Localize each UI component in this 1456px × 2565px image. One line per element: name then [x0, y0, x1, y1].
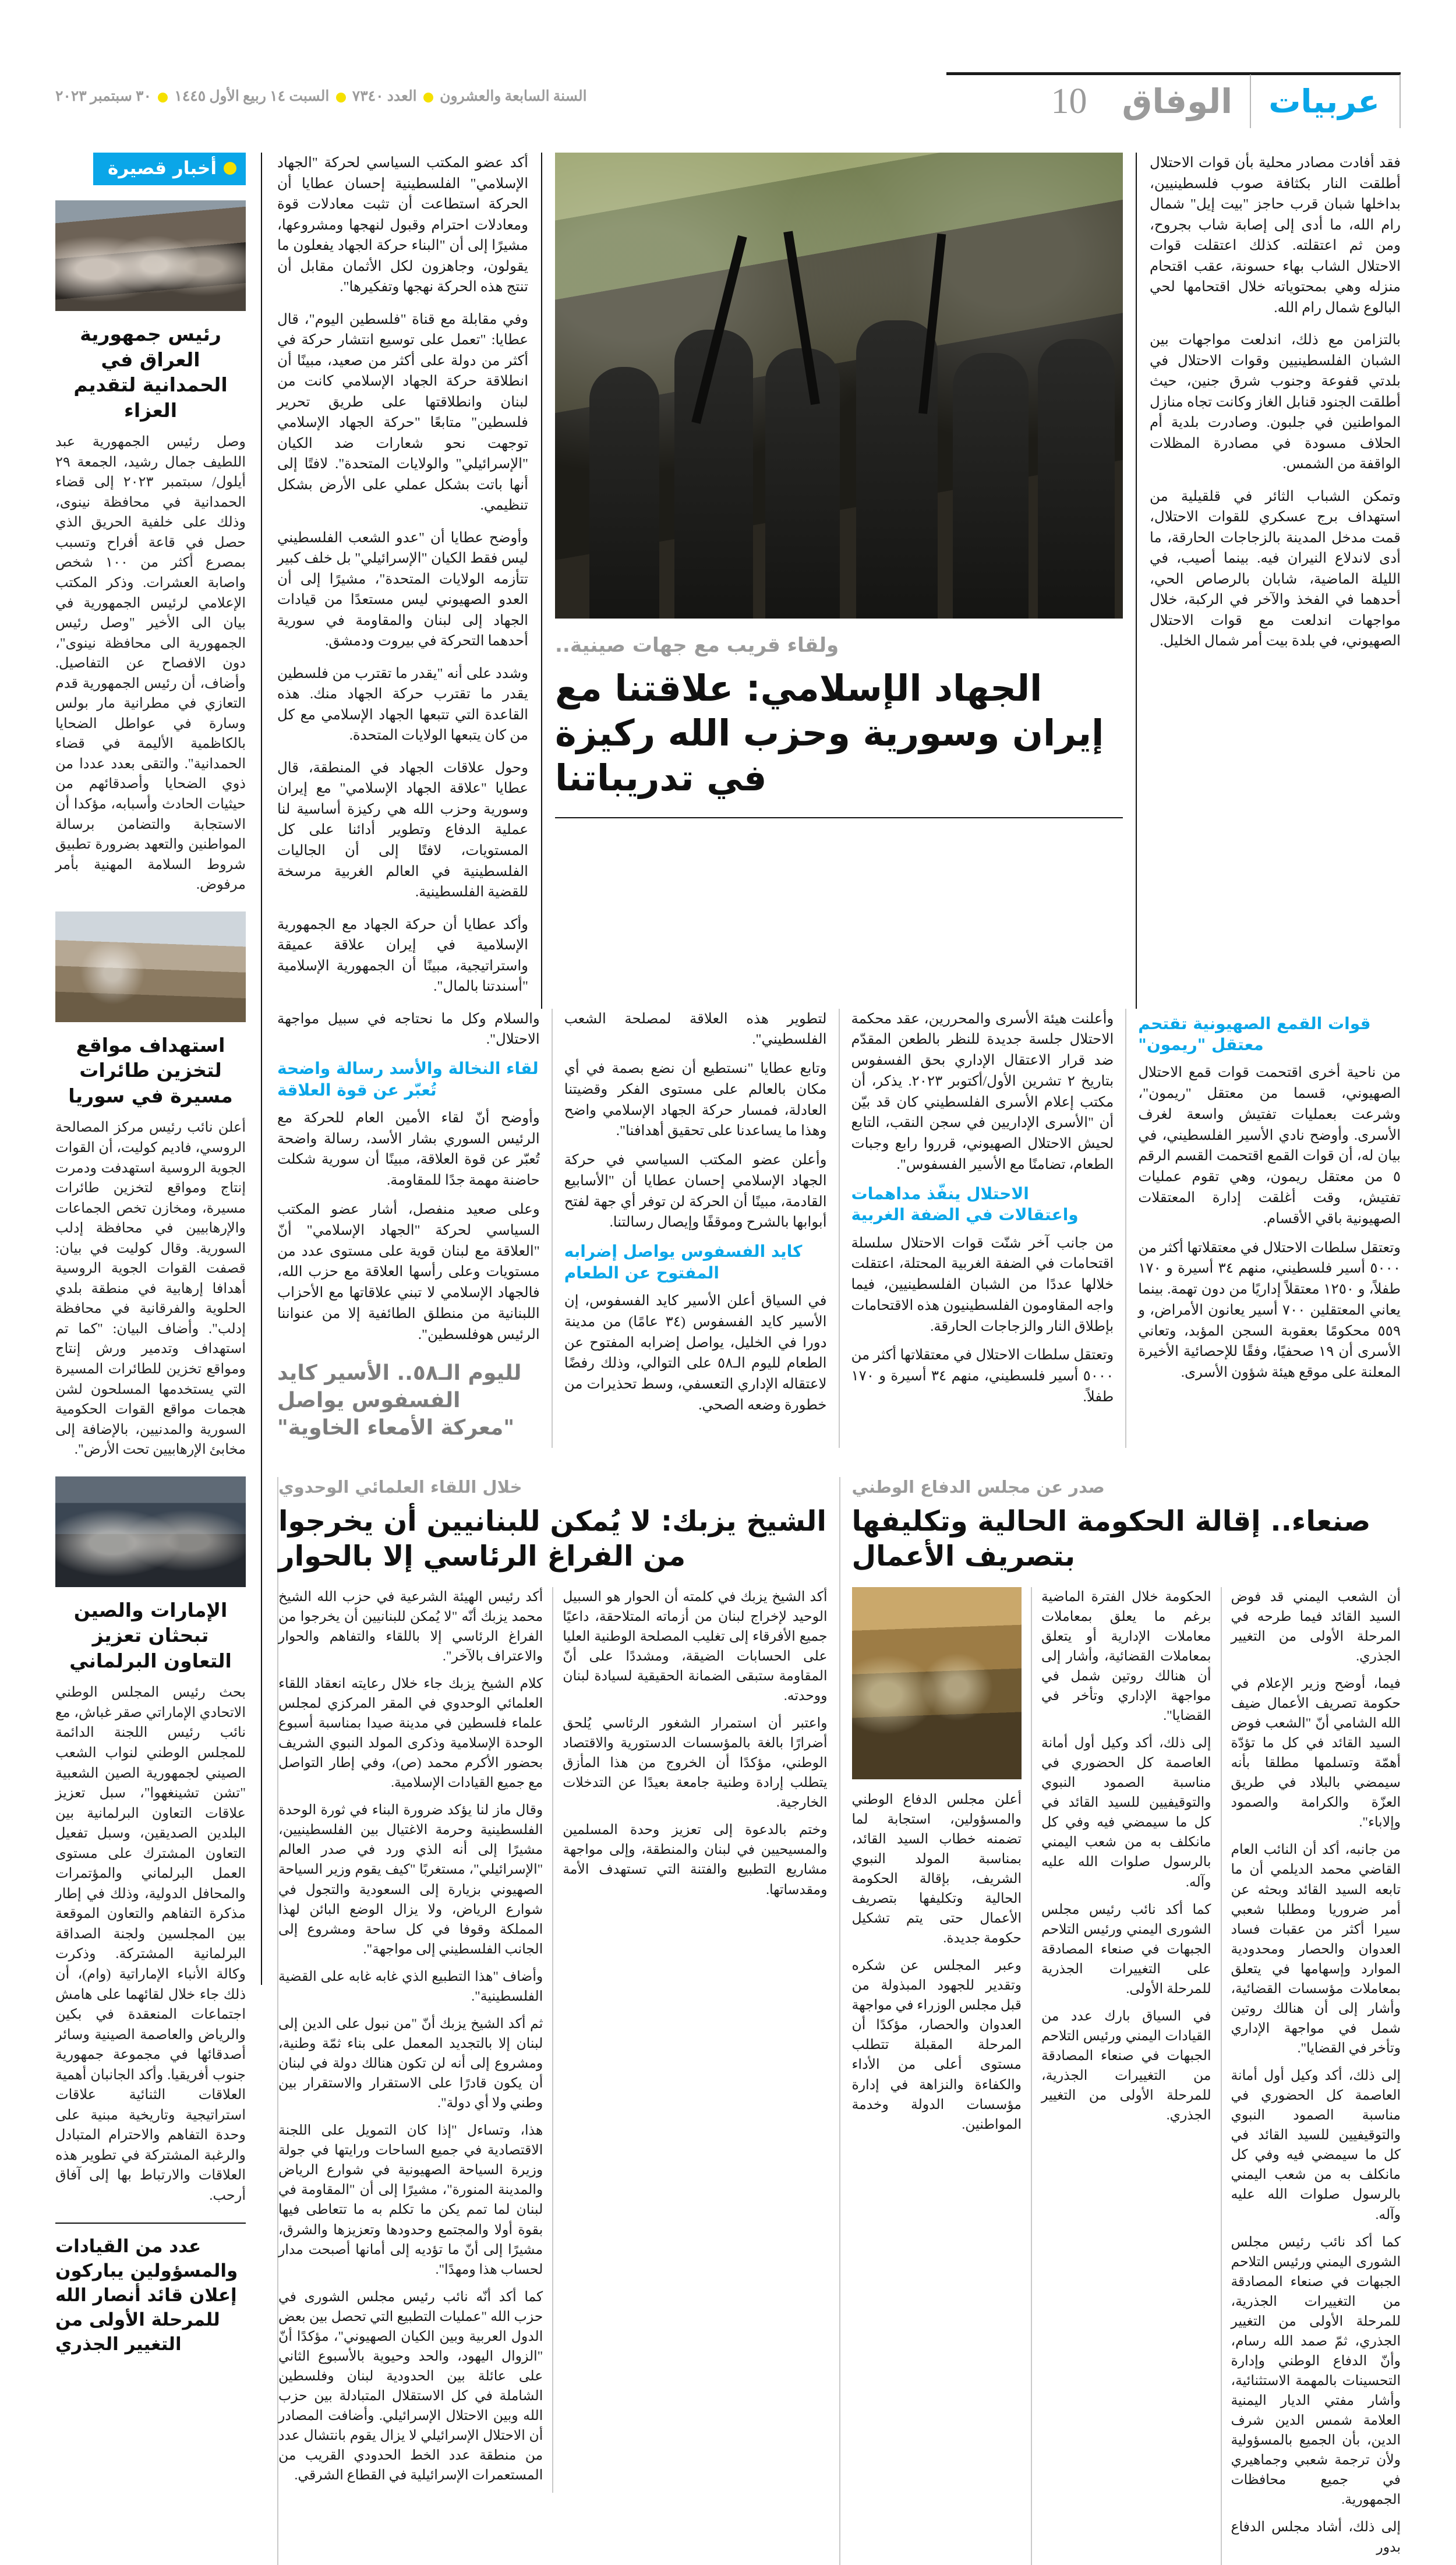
sanaa-para: إلى ذلك، أشاد مجلس الدفاع بدور — [1231, 2520, 1401, 2555]
sanaa-para: كما أكد نائب رئيس مجلس الشورى اليمني ورئيس التلاحم الجبهات في صنعاء المصادقة من التغييرات الجذرية، للمرحلة الأولى من التغيير الجذري، ثمّ صمد الله رسام، وأنّ الدفاع الوطني وإدارة التحسينات بالمهمة الاستثنائية، وأشار مفتي الديار اليمنية العلامة شمس الدين شرف الدين، بأن الجميع بالمسؤولية ولأن ترجمة شعبي وجماهيري في جميع محافظات الجمهورية. — [1231, 2234, 1401, 2508]
sidebar-side-note: عدد من القيادات والمسؤولين يباركون إعلان قائد أنصار الله للمرحلة الأولى من التغيير الجذري — [55, 2235, 238, 2355]
bullet-dot-icon — [224, 162, 236, 175]
newspaper-logo[interactable]: الوفاق — [1105, 75, 1252, 128]
separator-dot-icon — [158, 93, 168, 103]
sidebar-title-uae-china[interactable]: الإمارات والصين تبحثان تعزيز التعاون البرلماني — [69, 1598, 232, 1672]
lead-story-left-column — [277, 153, 542, 1009]
masthead — [0, 0, 1456, 146]
sanaa-kicker: صدر عن مجلس الدفاع الوطني — [851, 1476, 1105, 1497]
section-name[interactable]: عربيات — [1251, 75, 1401, 128]
yazbek-columns — [278, 1587, 828, 2493]
sidebar-photo-iraq-president — [55, 200, 246, 311]
yazbek-para: أكد رئيس الهيئة الشرعية في حزب الله الشيخ محمد يزبك أنّه "لا يُمكن للبنانيين أن يخرجوا من الفراغ الرئاسي إلا باللقاء والتفاهم والحوار والاعتراف بالآخر". — [278, 1589, 543, 1664]
sanaa-para: فيما، أوضح وزير الإعلام في حكومة تصريف الأعمال ضيف الله الشامي أنّ "الشعب فوض السيد القائد في كل ما تؤدّة أهمّة وتسلمها مطلقا بأنه سيمضي بالبلاد في طريق العزّة والكرامة والصمود وإلاباء". — [1231, 1676, 1401, 1831]
lead-story-kicker: ولقاء قريب مع جهات صينية.. — [555, 634, 839, 657]
column-b-para: من جانب آخر شنّت قوات الاحتلال سلسلة اقتحامات في الضفة الغربية المحتلة، اعتقلت خلالها عددًا من الشبان الفلسطينيين، فيما واجه المقاومون الفلسطينيون هذه الاقتحامات بإطلاق النار والزجاجات الحارقة. — [851, 1235, 1114, 1334]
issue-gregorian-date: ٣٠ سبتمبر ٢٠٢٣ — [55, 89, 151, 104]
sidebar-item-uae-china[interactable] — [55, 1476, 246, 2206]
column-a-para: وتعتقل سلطات الاحتلال في معتقلاتها أكثر من ٥٠٠٠ أسير فلسطيني، منهم ٣٤ أسيرة و ١٧٠ طفلاً، و ١٢٥٠ معتقلاً إداريًا من دون تهمة. بينما يعاني المعتقلين ٧٠٠ أسير يعانون الأمراض، و ٥٥٩ محكومًا بعقوبة السجن المؤبد، وتعاني الأسرى أن ١٩ صحفيًا، وفقًا للإحصائية الأخيرة المعلنة على موقع هيئة شؤون الأسرى. — [1138, 1239, 1401, 1381]
sanaa-headline[interactable]: صنعاء.. إقالة الحكومة الحالية وتكليفها بتصريف الأعمال — [851, 1504, 1371, 1573]
sidebar-photo-uae-china — [55, 1476, 246, 1587]
continuation-column-d — [277, 1009, 552, 1448]
sidebar-body-uae-china: بحث رئيس المجلس الوطني الاتحادي الإماراتي صقر غباش، مع نائب رئيس اللجنة الدائمة للمجلس الوطني لنواب الشعب الصيني لجمهورية الصين الشعبية "تشن تشينغهوا"، سبل تعزيز علاقات التعاون البرلمانية بين البلدين الصديقين، وسبل تفعيل التعاون المشترك على مستوى العمل البرلماني والمؤتمرات والمحافل الدولية، وذلك في إطار مذكرة التفاهم والتعاون الموقعة بين المجلسين ولجنة الصداقة البرلمانية المشتركة. وذكرت وكالة الأنباء الإماراتية (وام)، أن ذلك جاء خلال لقائهما على هامش اجتماعات المنعقدة في بكين والرياض والعاصمة الصينية وسائر أصدقائها في مجموعة جمهورية جنوب أفريقيا. وأكد الجانبان أهمية العلاقات الثنائية علاقات استراتيجية وتاريخية مبنية على وحدة التفاهم والاحترام المتبادل والرغبة المشتركة في تطوير هذه العلاقات والارتباط بها إلى آفاق أرحب. — [55, 1685, 246, 2204]
page-number: 10 — [1051, 82, 1087, 121]
yazbek-col-1 — [552, 1587, 827, 2493]
yazbek-headline[interactable]: الشيخ يزبك: لا يُمكن للبنانيين أن يخرجوا من الفراغ الرئاسي إلا بالحوار — [278, 1504, 826, 1573]
main-column — [262, 153, 1401, 2555]
lead-story-rule — [555, 817, 1123, 818]
sanaa-para: من جانبه، أكد أن النائب العام القاضي محمد الديلمي أن ما تابعه السيد القائد وبحثه عن أمر ضروريا ومطلبا شعبي سيرا أكثر من عقبات فساد العدوان والحصار ومحدودية الموارد وإسهامها في يتعلق بمعاملات مؤسسات القضائية، وأشار إلى أن هنالك روتين شمل في مواجهة الإداري وتأخر في القضايا". — [1231, 1842, 1401, 2057]
issue-date-line — [55, 87, 587, 105]
sanaa-para: كما أكد نائب رئيس مجلس الشورى اليمني ورئيس التلاحم الجبهات في صنعاء المصادقة على التغييرات الجذرية للمرحلة الأولى. — [1041, 1902, 1211, 1997]
bottom-section — [277, 1477, 1401, 2565]
yazbek-kicker: خلال اللقاء العلمائي الوحدوي — [278, 1476, 522, 1497]
lead-story — [277, 153, 1401, 1009]
sanaa-col-1 — [1221, 1587, 1401, 2565]
lead-left-para: وشدد على أنه "يقدر ما تقترب من فلسطين يقدر ما تقترب حركة الجهاد منك. هذه القاعدة التي تتبعها الجهاد الإسلامي مع كل من كان يتبعها الولايات المتحدة. — [277, 665, 528, 744]
yazbek-col-2 — [278, 1587, 552, 2493]
column-a-para: من ناحية أخرى اقتحمت قوات قمع الاحتلال الصهيوني، قسما من معتقل "ريمون"، وشرعت بعمليات تفتيش واسعة لغرف الأسرى. وأوضح نادي الأسير الفلسطيني، في بيان له، أن قوات القمع اقتحمت القسم الرقم ٥ من معتقل ريمون، وهي تقوم عمليات تفتيش، وقت أغلقت إدارة المعتقلات الصهيونية باقي الأقسام. — [1138, 1065, 1401, 1227]
lead-left-para: وأكد عطايا أن حركة الجهاد مع الجمهورية الإسلامية في إيران علاقة عميقة واستراتيجية، مبينًا أن الجمهورية الإسلامية "أسندتنا بالمال". — [277, 916, 528, 995]
continuation-column-c — [552, 1009, 839, 1448]
yazbek-para: هذا، وتساءل "إذا كان التمويل على اللجنة الاقتصادية في جميع الساحات ورايتها في جولة وزيرة السياحة الصهيونية في شوارع الرياض والمدينة المنورة"، مشيرًا إلى أن "المقاومة في لبنان لما تمم يكن ما تكلم به ما تتعاطى فيها بقوة أولا والمجتمع وحدودها وتعزيزها والشرق، مشيرًا إلى أنّ ما تؤديه إلى أمانها أصبحت مدار لحساب هذا ومهدًا". — [278, 2123, 543, 2277]
lead-right-para: بالتزامن مع ذلك، اندلعت مواجهات بين الشبان الفلسطينيين وقوات الاحتلال في بلدتي قفوعة وجنوب شرق جنين، حيث أطلقت الجنود قنابل الغاز وكانت تجاه منازل المواطنين في جلبون. وصادرت بلدية أم الحلاف مسودة في مصادرة المظلات الواقفة من الشمس. — [1150, 332, 1401, 472]
yazbek-para: وقال ماز لنا يؤكد ضرورة البناء في ثورة الوحدة الفلسطينية وحرمة الاغتيال بين الفلسطينيين، مشيرًا إلى أنه الذي ورد في صدر العالم "الإسرائيلي"، مستغربًا "كيف يقوم وزير السياحة الصهيوني بزيارة إلى السعودية والتجول في شوارع الرياض، ولا يزال الوضع البائن لهذا المملكة وقوفا في كل ساحة ومشروع إلى الجانب الفلسطيني إلى مواجهة". — [278, 1803, 543, 1957]
sidebar-body-drone-strike: أعلن نائب رئيس مركز المصالحة الروسي، فاديم كوليت، أن القوات الجوية الروسية استهدفت ودمرت إنتاج ومواقع لتخزين طائرات مسيرة، ومخازن تخص الجماعات والإرهابيين في محافظة إدلب السورية. وقال كوليت في بيان: قصفت القوات الجوية الروسية أهدافا إرهابية في منطقة بلدي الحلوية والفرقانية في محافظة إدلب". وأضاف البيان: "كما تم استهداف وتدمير ورش إنتاج ومواقع تخزين للطائرات المسيرة التي يستخدمها المسلحون لشن هجمات مواقع القوات الحكومية السورية والمدنيين، بالإضافة إلى مخابئ الإرهابيين تحت الأرض". — [55, 1120, 246, 1458]
column-d-para: والسلام وكل ما نحتاجه في سبيل مواجهة الاحتلال". — [277, 1011, 540, 1048]
sidebar-item-iraq-president[interactable] — [55, 200, 246, 895]
page-content — [55, 153, 1401, 2555]
sanaa-para: إلى ذلك، أكد وكيل أول أمانة العاصمة كل الحضوري في مناسبة الصمود النبوي والتوقيفيين للسيد القائد في كل ما سيمضي فيه وفي كل مانكلف به من شعب اليمني بالرسول صلوات الله عليه وآله. — [1041, 1736, 1211, 1890]
sanaa-columns — [852, 1587, 1401, 2565]
issue-number: العدد ٧٣٤٠ — [352, 89, 417, 104]
lead-story-main — [542, 153, 1136, 1009]
lead-story-headline[interactable]: الجهاد الإسلامي: علاقتنا مع إيران وسورية وحزب الله ركيزة في تدريباتنا — [555, 667, 1104, 799]
sidebar-title-iraq-president[interactable]: رئيس جمهورية العراق في الحمدانية لتقديم العزاء — [73, 323, 228, 422]
continuation-column-b — [839, 1009, 1126, 1448]
column-c-para: وأعلن عضو المكتب السياسي في حركة الجهاد الإسلامي إحسان عطايا أن "الأسابيع القادمة، مبينًا أن الحركة لن توفر أي جهة لفتح أبوابها بالشرح وموقفًا وإيصال رسالتنا. — [564, 1152, 827, 1231]
short-news-sidebar — [55, 153, 262, 2355]
lead-continuation-columns — [277, 1009, 1401, 1448]
sanaa-para: الحكومة خلال الفترة الماضية برغم ما يعلق بمعاملات معاملات الإدارية أو يتعلق بمعاملات القضائية، وأشار إلى أن هنالك روتين شمل في مواجهة الإداري وتأخر في القضايا". — [1041, 1589, 1211, 1724]
sanaa-col-3 — [852, 1587, 1031, 2565]
sanaa-meeting-photo — [852, 1587, 1022, 1779]
separator-dot-icon — [336, 93, 346, 103]
sidebar-body-iraq-president: وصل رئيس الجمهورية عبد اللطيف جمال رشيد، الجمعة ٢٩ أيلول/ سبتمبر ٢٠٢٣ إلى قضاء الحمدانية في محافظة نينوى، وذلك على خلفية الحريق الذي حصل في قاعة أفراح وتسبب بمصرع أكثر من ١٠٠ شخص واصابة العشرات. وذكر المكتب الإعلامي لرئيس الجمهورية في بيان الى الأخير "وصل رئيس الجمهورية الى محافظة نينوى"، دون الافصاح عن التفاصيل. وأضاف، أن رئيس الجمهورية قدم التعازي في مطرانية مار بولس وسارة في عواطل الضحايا بالكاظمية الأليمة في قضاء الحمدانية". والتقى بعدد عددا من ذوي الضحايا وأصدقائهم من حيثيات الحادث وأسبابه، مؤكدا أن الاستجابة والتضامن برسالة المواطنين والتعهد بضرورة تطبيق شروط السلامة المهنية بأمر مرفوض. — [55, 434, 246, 893]
column-d-para: وعلى صعيد منفصل، أشار عضو المكتب السياسي لحركة "الجهاد الإسلامي" أنّ "العلاقة مع لبنان قوية على مستوى عدد من مستويات وعلى رأسها العلاقة مع حزب الله، فالجهاد الإسلامي لا تبني علاقاتها مع الأحزاب اللبنانية من منطلق الطائفية إلا من عنواننا الرئيس هوفلسطين". — [277, 1201, 540, 1342]
yazbek-para: وأضاف "هذا التطبيع الذي غابه غابه على القضية الفلسطينية". — [278, 1969, 543, 2004]
sanaa-para: إلى ذلك، أكد وكيل أول أمانة العاصمة كل الحضوري في مناسبة الصمود النبوي والتوقيفيين للسيد القائد في كل ما سيمضي فيه وفي كل مانكلف به من شعب اليمني بالرسول صلوات الله عليه وآله. — [1231, 2068, 1401, 2223]
subhead-west-bank-raids: الاحتلال ينفّذ مداهمات واعتقالات في الضفة الغربية — [851, 1183, 1079, 1225]
lead-left-para: وأوضح عطايا أن "عدو الشعب الفلسطيني ليس فقط الكيان "الإسرائيلي" بل خلف كبير تتأزمه الولايات المتحدة"، مشيرًا إلى أن العدو الصهيوني ليس مستعدًا من قيادات الجهاد إلى لبنان والمقاومة في سورية أحدهما التحركة في بيروت ودمشق. — [277, 529, 528, 649]
column-c-para: في السياق أعلن الأسير كايد الفسفوس، إن الأسير كايد الفسفوس (٣٤ عامًا) من مدينة دورا في الخليل، يواصل إضرابه المفتوح عن الطعام لليوم الـ٥٨ على التوالي، وذلك رفضًا لاعتقاله الإداري التعسفي، وسط تحذيرات من خطورة وضعه الصحي. — [564, 1293, 827, 1413]
lead-left-para: أكد عضو المكتب السياسي لحركة "الجهاد الإسلامي" الفلسطينية إحسان عطايا أن الحركة استطاعت أن تثبت معادلات قوة ومعادلات احترام وقبول لنهجها ومشروعها، مشيرًا إلى أن "البناء حركة الجهاد يفعلون ما يقولون، وجاهزون لكل الأثمان مقابل أن تنتج هذه الحركة نهجها وتفكيرها". — [277, 155, 528, 295]
sanaa-para: وعبر المجلس عن شكره وتقدير للجهود المبذولة من قبل مجلس الوزراء في مواجهة العدوان والحصار، مؤكدًا أن المرحلة المقبلة تتطلب مستوى أعلى من الأداء والكفاءة والنزاهة في إدارة مؤسسات الدولة وخدمة المواطنين. — [851, 1958, 1022, 2132]
bottom-story-sanaa — [839, 1477, 1401, 2565]
sidebar-title-drone-strike[interactable]: استهداف مواقع لتخزين طائرات مسيرة في سوريا — [68, 1033, 233, 1107]
pull-quote-hunger-strike: لليوم الـ٥٨.. الأسير كايد الفسفوس يواصل "معركة الأمعاء الخاوية" — [277, 1361, 522, 1440]
yazbek-para: كلام الشيخ يزبك جاء خلال رعايته انعقاد اللقاء العلمائي الوحدوي في المقر المركزي لمجلس علماء فلسطين في مدينة صيدا بمناسبة أسبوع الوحدة الإسلامية وذكرى المولد النبوي الشريف بحضور الأكرم محمد (ص)، وفي إطار التواصل مع جميع القيادات الإسلامية. — [278, 1676, 543, 1791]
lead-right-para: فقد أفادت مصادر محلية بأن قوات الاحتلال أطلقت النار بكثافة صوب فلسطينيين، بداخلها شبان قرب حاجز "بيت إيل" شمال رام الله، ما أدى إلى إصابة شاب بجروح، ومن ثم اعتقلته. كذلك اعتقلت قوات الاحتلال الشاب بهاء حسونة، عقب اقتحام منزله وهي بمحتوياته خلال اقتحامها لحي البالوع شمال رام الله. — [1150, 155, 1401, 316]
issue-hijri-date: السبت ١٤ ربيع الأول ١٤٤٥ — [174, 89, 330, 104]
yazbek-para: ثم أكد الشيخ يزبك أنّ "من نبول على الدين إلى لبنان إلا بالتجديد المعمل على بناء ثمّة وطنية، ومشروع إلى أنه لن تكون هنالك دولة في لبنان أن يكون قادرًا على الاستقرار والاستقرار بين وطني ولا أي دولة". — [278, 2016, 543, 2111]
subhead-raymon-raid: قوات القمع الصهيونية تقتحم معتقل "ريمون" — [1138, 1013, 1371, 1054]
sanaa-para: أن الشعب اليمني قد فوض السيد القائد فيما طرحه في المرحلة الأولى من التغيير الجذري. — [1231, 1589, 1401, 1664]
sidebar-divider — [55, 2223, 246, 2224]
lead-story-right-column — [1136, 153, 1401, 1009]
yazbek-para: واعتبر أن استمرار الشغور الرئاسي يُلحق أضرارًا بالغة بالمؤسسات الدستورية والاقتصاد الوطني، مؤكدًا أن الخروج من هذا المأزق يتطلب إرادة وطنية جامعة بعيدًا عن التدخلات الخارجية. — [563, 1716, 828, 1811]
lead-left-para: وحول علاقات الجهاد في المنطقة، قال عطايا "علاقة الجهاد الإسلامي" مع إيران وسورية وحزب الله هي ركيزة أساسية لنا عملية الدفاع وتطوير أدائنا على كل المستويات، لافتًا إلى أن الجاليات الفلسطينية في العالم الغربية مرسخة للقضية الفلسطينية. — [277, 759, 528, 900]
sidebar-photo-drone-strike — [55, 911, 246, 1022]
issue-year-label: السنة السابعة والعشرون — [440, 89, 587, 104]
yazbek-para: أكد الشيخ يزبك في كلمته أن الحوار هو السبيل الوحيد لإخراج لبنان من أزماته المتلاحقة، داعيًا جميع الأفرقاء إلى تغليب المصلحة الوطنية العليا على الحسابات الضيقة، ومشددًا على أنّ المقاومة ستبقى الضمانة الحقيقية لسيادة لبنان ووحدته. — [563, 1589, 828, 1704]
column-c-para: وتابع عطايا "نستطيع أن نضع بصمة في أي مكان بالعالم على مستوى الفكر وقضيتنا العادلة، فمسار حركة الجهاد الإسلامي واضح وهذا ما يساعدنا على تحقيق أهدافنا". — [564, 1061, 827, 1139]
subhead-hunger-strike: كايد الفسفوس يواصل إضرابه المفتوح عن الطعام — [564, 1242, 803, 1282]
sanaa-para: أعلن مجلس الدفاع الوطني والمسؤولين، استجابة لما تضمنه خطاب السيد القائد، بمناسبة المولد النبوي الشريف، بإقالة الحكومة الحالية وتكليفها بتصريف الأعمال حتى يتم تشكيل حكومة جديدة. — [851, 1792, 1022, 1946]
lead-right-para: وتمكن الشباب الثائر في قلقيلية من استهداف برج عسكري للقوات الاحتلال، قمت مدخل المدينة بالزجاجات الحارقة، ما أدى لاندلاع النيران فيه. بينما أصيب، في الليلة الماضية، شابان بالرصاص الحي، أحدهما في الفخذ والآخر في الركبة، خلال مواجهات اندلعت مع قوات الاحتلال الصهيوني، في بلدة بيت أمر شمال الخليل. — [1150, 488, 1401, 649]
continuation-column-a — [1125, 1009, 1401, 1448]
short-news-header — [93, 153, 246, 185]
short-news-header-label: أخبار قصيرة — [108, 158, 217, 179]
separator-dot-icon — [423, 93, 433, 103]
column-b-para: وأعلنت هيئة الأسرى والمحررين، عقد محكمة الاحتلال جلسة جديدة للنظر بالطعن المقدّم ضد قرار الاعتقال الإداري بحق الفسفوس بتاريخ ٢ تشرين الأول/أكتوبر ٢٠٢٣. يذكر، أن مكتب إعلام الأسرى الفلسطيني كان قد بيّن أن "الأسرى الإداريين في سجن النقب، التابع لحيش الاحتلال الصهيوني، قرروا رابع وجبات الطعام، تضامنًا مع الأسير الفسفوس". — [851, 1011, 1114, 1172]
lead-story-photo — [555, 153, 1123, 619]
yazbek-para: وختم بالدعوة إلى تعزيز وحدة المسلمين والمسيحيين في لبنان والمنطقة، وإلى مواجهة مشاريع التطبيع والفتنة التي تستهدف الأمة ومقدساتها. — [563, 1822, 828, 1898]
lead-left-para: وفي مقابلة مع قناة "فلسطين اليوم"، قال عطايا: "تعمل على توسيع انتشار حركة في أكثر من دولة على أكثر من صعيد، مبينًا أن انطلاقة حركة الجهاد الإسلامي كانت من لبنان وانطلاقتها على طريق تحرير فلسطين" متابعًا "حركة الجهاد الإسلامي توجهت نحو شعارات ضد الكيان "الإسرائيلي" والولايات المتحدة". لافتًا إلى أنها باتت بشكل عملي على الأرض بشكل تنظيمي. — [277, 311, 528, 514]
column-c-para: لتطوير هذه العلاقة لمصلحة الشعب الفلسطيني". — [564, 1011, 827, 1048]
yazbek-para: كما أكد أنّه نائب رئيس مجلس الشورى في حزب الله "عمليات التطبيع التي تحصل بين بعض الدول العربية وبين الكيان الصهيوني"، مؤكدًا أنّ "الزوال اليهود، والحد وحيوية بالأسبوع الثاني على عائلة بين الحدودية لبنان وفلسطين الشاملة في كل الاستقلال المتبادلة بين حزب الله وبين الاحتلال الإسرائيلي. وأضافت المصادر أن الاحتلال الإسرائيلي لا يزال يقوم بانتشال عدد من منطقة عدد الخط الحدودي القريب من المستعمرات الإسرائيلية في القطاع الشرقي. — [278, 2289, 543, 2483]
bottom-story-yazbek — [277, 1477, 839, 2565]
subhead-nakhalah-assad-meeting: لقاء النخالة والأسد رسالة واضحة تُعبّر عن قوة العلاقة — [277, 1059, 539, 1100]
column-d-para: وأوضح أنّ لقاء الأمين العام للحركة مع الرئيس السوري بشار الأسد، رسالة واضحة تُعبّر عن قوة العلاقة، مبينًا أن سورية شكلت حاضنة مهمة جدًا للمقاومة. — [277, 1110, 540, 1189]
masthead-identity — [1038, 75, 1401, 128]
sanaa-col-2 — [1031, 1587, 1221, 2565]
column-b-para: وتعتقل سلطات الاحتلال في معتقلاتها أكثر من ٥٠٠٠ أسير فلسطيني، منهم ٣٤ أسيرة و ١٧٠ طفلاً. — [851, 1347, 1114, 1405]
sidebar-item-drone-strike[interactable] — [55, 911, 246, 1460]
sanaa-para: في السياق بارك عدد من القيادات اليمني ورئيس التلاحم الجبهات في صنعاء المصادقة من التغييرات الجذرية، للمرحلة الأولى من التغيير الجذري. — [1041, 2008, 1211, 2124]
